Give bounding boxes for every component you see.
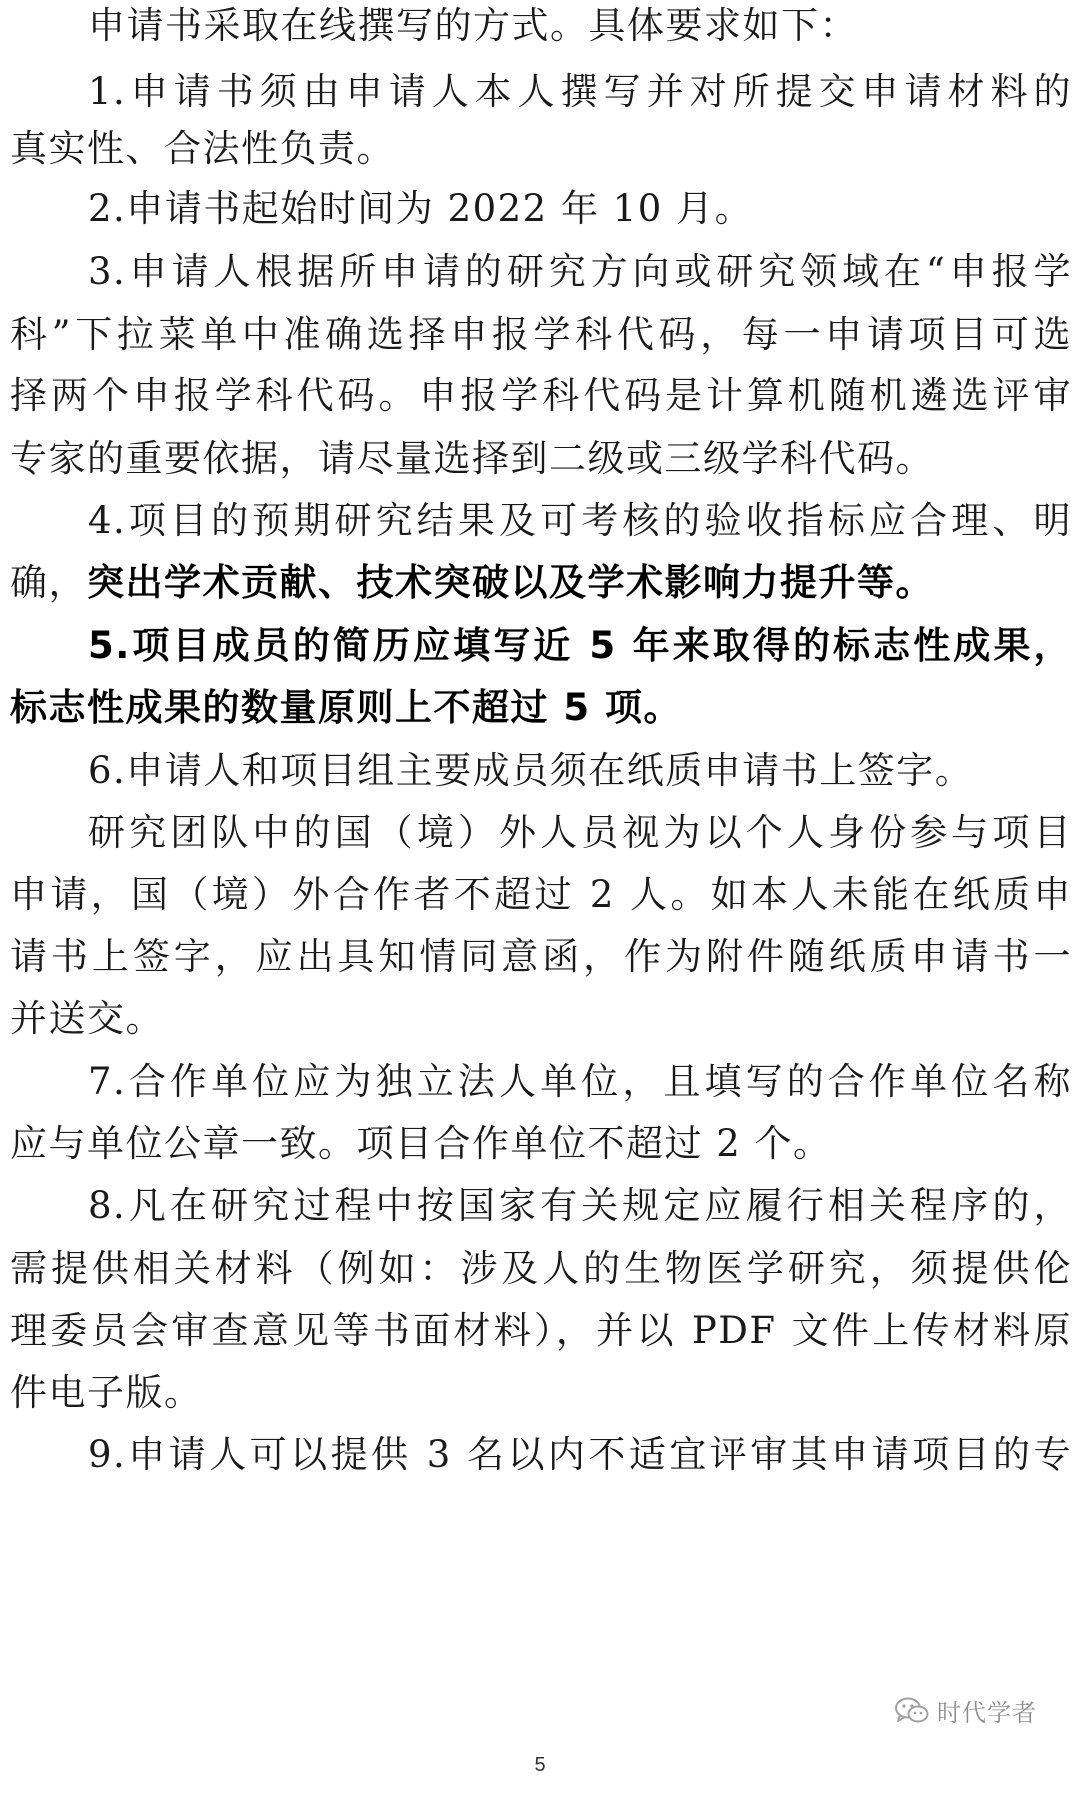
item-9-line-1: 9.申请人可以提供 3 名以内不适宜评审其申请项目的专 bbox=[88, 1433, 1072, 1476]
item-4-line-2-start: 确， bbox=[10, 561, 87, 604]
item-7-line-2: 应与单位公章一致。项目合作单位不超过 2 个。 bbox=[10, 1122, 832, 1165]
item-5-line-1: 5.项目成员的简历应填写近 5 年来取得的标志性成果， bbox=[88, 624, 1072, 667]
item-4-line-2 bbox=[10, 559, 1072, 607]
intro-text: 申请书采取在线撰写的方式。具体要求如下： bbox=[88, 4, 858, 47]
item-1-line-1: 1.申请书须由申请人本人撰写并对所提交申请材料的 bbox=[88, 70, 1072, 113]
foreign-members-line-3: 请书上签字，应出具知情同意函，作为附件随纸质申请书一 bbox=[10, 935, 1072, 978]
item-8-line-1: 8.凡在研究过程中按国家有关规定应履行相关程序的， bbox=[88, 1184, 1072, 1227]
item-7-line-1: 7.合作单位应为独立法人单位，且填写的合作单位名称 bbox=[88, 1060, 1072, 1103]
foreign-members-line-4: 并送交。 bbox=[10, 997, 164, 1040]
watermark bbox=[895, 1693, 1037, 1728]
item-5-line-2: 标志性成果的数量原则上不超过 5 项。 bbox=[10, 686, 683, 729]
item-4-line-1: 4.项目的预期研究结果及可考核的验收指标应合理、明 bbox=[88, 499, 1072, 542]
foreign-members-line-2: 申请，国（境）外合作者不超过 2 人。如本人未能在纸质申 bbox=[10, 873, 1072, 916]
item-8-line-2: 需提供相关材料（例如：涉及人的生物医学研究，须提供伦 bbox=[10, 1247, 1072, 1290]
item-1-line-2: 真实性、合法性负责。 bbox=[10, 127, 395, 170]
item-6-text: 6.申请人和项目组主要成员须在纸质申请书上签字。 bbox=[88, 749, 974, 792]
item-8-line-3: 理委员会审查意见等书面材料），并以 PDF 文件上传材料原 bbox=[10, 1309, 1072, 1352]
foreign-members-line-1: 研究团队中的国（境）外人员视为以个人身份参与项目 bbox=[88, 811, 1072, 854]
item-3-line-1: 3.申请人根据所申请的研究方向或研究领域在“申报学 bbox=[88, 250, 1072, 293]
item-3-line-3: 择两个申报学科代码。申报学科代码是计算机随机遴选评审 bbox=[10, 374, 1072, 417]
wechat-icon bbox=[895, 1697, 929, 1725]
item-4-emphasis: 突出学术贡献、技术突破以及学术影响力提升等。 bbox=[87, 561, 934, 604]
item-3-line-4: 专家的重要依据，请尽量选择到二级或三级学科代码。 bbox=[10, 437, 934, 480]
page-number: 5 bbox=[534, 1754, 546, 1776]
item-8-line-4: 件电子版。 bbox=[10, 1371, 203, 1414]
item-2-text: 2.申请书起始时间为 2022 年 10 月。 bbox=[88, 187, 754, 230]
item-3-line-2: 科”下拉菜单中准确选择申报学科代码，每一申请项目可选 bbox=[10, 313, 1072, 356]
watermark-text: 时代学者 bbox=[937, 1699, 1037, 1727]
